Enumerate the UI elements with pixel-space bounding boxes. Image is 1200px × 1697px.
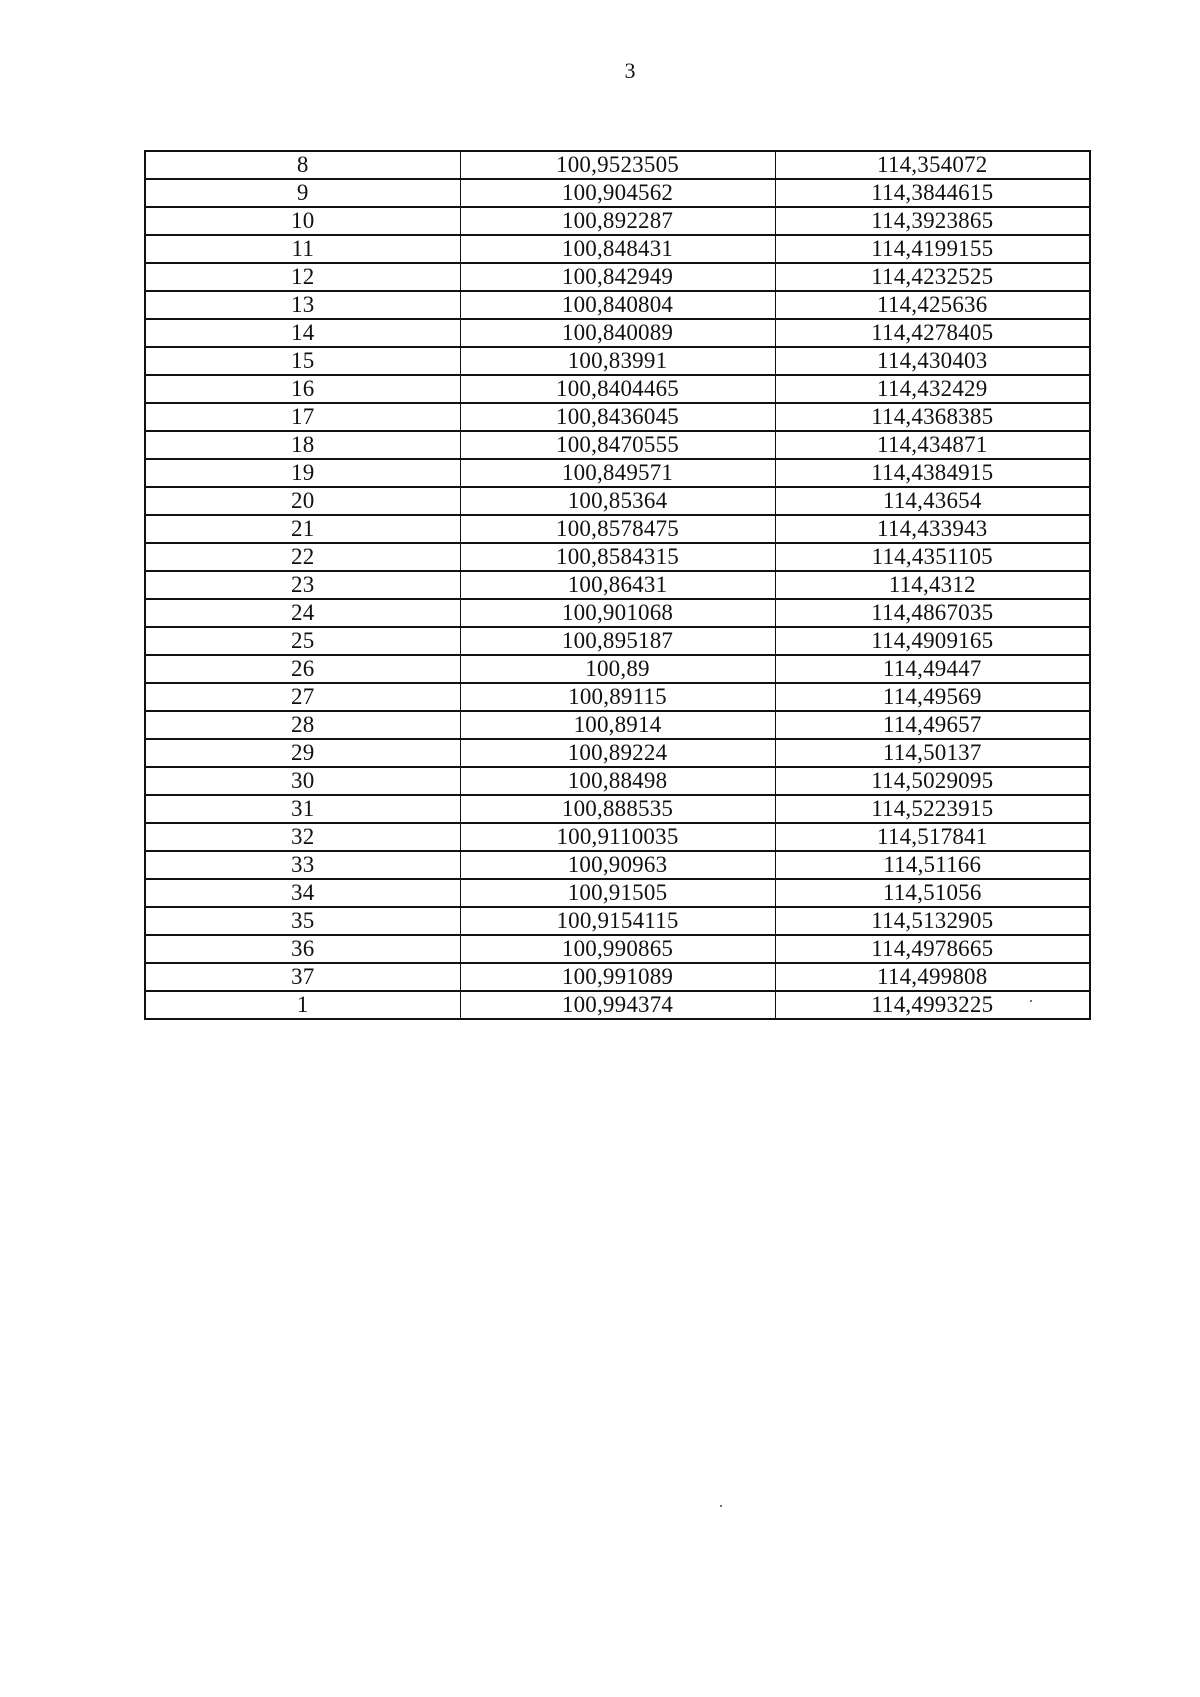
table-row xyxy=(145,991,1090,1019)
table-row xyxy=(145,235,1090,263)
x-coordinate-cell: 100,8436045 xyxy=(460,403,775,431)
y-coordinate-cell: 114,517841 xyxy=(775,823,1090,851)
point-number-cell: 10 xyxy=(145,207,460,235)
x-coordinate-cell: 100,892287 xyxy=(460,207,775,235)
point-number-cell: 26 xyxy=(145,655,460,683)
x-coordinate-cell: 100,85364 xyxy=(460,487,775,515)
y-coordinate-cell: 114,4867035 xyxy=(775,599,1090,627)
point-number-cell: 30 xyxy=(145,767,460,795)
x-coordinate-cell: 100,849571 xyxy=(460,459,775,487)
table-row xyxy=(145,963,1090,991)
x-coordinate-cell: 100,848431 xyxy=(460,235,775,263)
x-coordinate-cell: 100,88498 xyxy=(460,767,775,795)
y-coordinate-cell: 114,5132905 xyxy=(775,907,1090,935)
y-coordinate-cell: 114,4978665 xyxy=(775,935,1090,963)
x-coordinate-cell: 100,90963 xyxy=(460,851,775,879)
x-coordinate-cell: 100,8584315 xyxy=(460,543,775,571)
point-number-cell: 23 xyxy=(145,571,460,599)
point-number-cell: 13 xyxy=(145,291,460,319)
table-row xyxy=(145,711,1090,739)
point-number-cell: 31 xyxy=(145,795,460,823)
point-number-cell: 34 xyxy=(145,879,460,907)
point-number-cell: 37 xyxy=(145,963,460,991)
point-number-cell: 24 xyxy=(145,599,460,627)
point-number-cell: 33 xyxy=(145,851,460,879)
table-row xyxy=(145,795,1090,823)
x-coordinate-cell: 100,83991 xyxy=(460,347,775,375)
table-row xyxy=(145,319,1090,347)
y-coordinate-cell: 114,4351105 xyxy=(775,543,1090,571)
point-number-cell: 25 xyxy=(145,627,460,655)
x-coordinate-cell: 100,86431 xyxy=(460,571,775,599)
y-coordinate-cell: 114,425636 xyxy=(775,291,1090,319)
y-coordinate-cell: 114,49447 xyxy=(775,655,1090,683)
point-number-cell: 16 xyxy=(145,375,460,403)
y-coordinate-cell: 114,3844615 xyxy=(775,179,1090,207)
x-coordinate-cell: 100,840804 xyxy=(460,291,775,319)
x-coordinate-cell: 100,8914 xyxy=(460,711,775,739)
table-row xyxy=(145,151,1090,179)
y-coordinate-cell: 114,4232525 xyxy=(775,263,1090,291)
table-row xyxy=(145,347,1090,375)
x-coordinate-cell: 100,9523505 xyxy=(460,151,775,179)
table-row xyxy=(145,599,1090,627)
x-coordinate-cell: 100,9110035 xyxy=(460,823,775,851)
y-coordinate-cell: 114,51056 xyxy=(775,879,1090,907)
x-coordinate-cell: 100,888535 xyxy=(460,795,775,823)
table-row xyxy=(145,571,1090,599)
x-coordinate-cell: 100,840089 xyxy=(460,319,775,347)
table-row xyxy=(145,375,1090,403)
point-number-cell: 29 xyxy=(145,739,460,767)
table-row xyxy=(145,459,1090,487)
y-coordinate-cell: 114,49569 xyxy=(775,683,1090,711)
point-number-cell: 15 xyxy=(145,347,460,375)
point-number-cell: 9 xyxy=(145,179,460,207)
y-coordinate-cell: 114,354072 xyxy=(775,151,1090,179)
y-coordinate-cell: 114,4312 xyxy=(775,571,1090,599)
table-row xyxy=(145,879,1090,907)
y-coordinate-cell: 114,4368385 xyxy=(775,403,1090,431)
point-number-cell: 21 xyxy=(145,515,460,543)
point-number-cell: 18 xyxy=(145,431,460,459)
x-coordinate-cell: 100,904562 xyxy=(460,179,775,207)
y-coordinate-cell: 114,50137 xyxy=(775,739,1090,767)
y-coordinate-cell: 114,4199155 xyxy=(775,235,1090,263)
scan-speck xyxy=(720,1505,722,1507)
table-row xyxy=(145,655,1090,683)
x-coordinate-cell: 100,89 xyxy=(460,655,775,683)
table-row xyxy=(145,543,1090,571)
y-coordinate-cell: 114,433943 xyxy=(775,515,1090,543)
table-row xyxy=(145,291,1090,319)
point-number-cell: 22 xyxy=(145,543,460,571)
table-row xyxy=(145,767,1090,795)
y-coordinate-cell: 114,43654 xyxy=(775,487,1090,515)
x-coordinate-cell: 100,895187 xyxy=(460,627,775,655)
x-coordinate-cell: 100,9154115 xyxy=(460,907,775,935)
y-coordinate-cell: 114,430403 xyxy=(775,347,1090,375)
point-number-cell: 14 xyxy=(145,319,460,347)
x-coordinate-cell: 100,8578475 xyxy=(460,515,775,543)
point-number-cell: 27 xyxy=(145,683,460,711)
x-coordinate-cell: 100,91505 xyxy=(460,879,775,907)
table-row xyxy=(145,907,1090,935)
x-coordinate-cell: 100,842949 xyxy=(460,263,775,291)
point-number-cell: 20 xyxy=(145,487,460,515)
point-number-cell: 19 xyxy=(145,459,460,487)
y-coordinate-cell: 114,434871 xyxy=(775,431,1090,459)
table-row xyxy=(145,683,1090,711)
x-coordinate-cell: 100,990865 xyxy=(460,935,775,963)
y-coordinate-cell: 114,4909165 xyxy=(775,627,1090,655)
table-row xyxy=(145,487,1090,515)
point-number-cell: 35 xyxy=(145,907,460,935)
table-row xyxy=(145,515,1090,543)
coordinates-table xyxy=(144,150,1091,1020)
table-row xyxy=(145,935,1090,963)
point-number-cell: 17 xyxy=(145,403,460,431)
table-row xyxy=(145,207,1090,235)
x-coordinate-cell: 100,89224 xyxy=(460,739,775,767)
table-row xyxy=(145,739,1090,767)
x-coordinate-cell: 100,89115 xyxy=(460,683,775,711)
point-number-cell: 11 xyxy=(145,235,460,263)
x-coordinate-cell: 100,991089 xyxy=(460,963,775,991)
point-number-cell: 32 xyxy=(145,823,460,851)
point-number-cell: 12 xyxy=(145,263,460,291)
point-number-cell: 8 xyxy=(145,151,460,179)
table-row xyxy=(145,179,1090,207)
table-row xyxy=(145,627,1090,655)
x-coordinate-cell: 100,8470555 xyxy=(460,431,775,459)
y-coordinate-cell: 114,4384915 xyxy=(775,459,1090,487)
y-coordinate-cell: 114,4278405 xyxy=(775,319,1090,347)
table-row xyxy=(145,403,1090,431)
table-row xyxy=(145,431,1090,459)
x-coordinate-cell: 100,994374 xyxy=(460,991,775,1019)
point-number-cell: 28 xyxy=(145,711,460,739)
y-coordinate-cell: 114,499808 xyxy=(775,963,1090,991)
y-coordinate-cell: 114,432429 xyxy=(775,375,1090,403)
page-number: 3 xyxy=(624,58,636,83)
y-coordinate-cell: 114,49657 xyxy=(775,711,1090,739)
x-coordinate-cell: 100,901068 xyxy=(460,599,775,627)
x-coordinate-cell: 100,8404465 xyxy=(460,375,775,403)
table-row xyxy=(145,263,1090,291)
table-row xyxy=(145,823,1090,851)
y-coordinate-cell: 114,5029095 xyxy=(775,767,1090,795)
table-row xyxy=(145,851,1090,879)
y-coordinate-cell: 114,51166 xyxy=(775,851,1090,879)
y-coordinate-cell: 114,3923865 xyxy=(775,207,1090,235)
scan-speck xyxy=(1030,1000,1032,1002)
point-number-cell: 1 xyxy=(145,991,460,1019)
y-coordinate-cell: 114,4993225 xyxy=(775,991,1090,1019)
coordinates-table-body xyxy=(145,151,1090,1019)
point-number-cell: 36 xyxy=(145,935,460,963)
y-coordinate-cell: 114,5223915 xyxy=(775,795,1090,823)
